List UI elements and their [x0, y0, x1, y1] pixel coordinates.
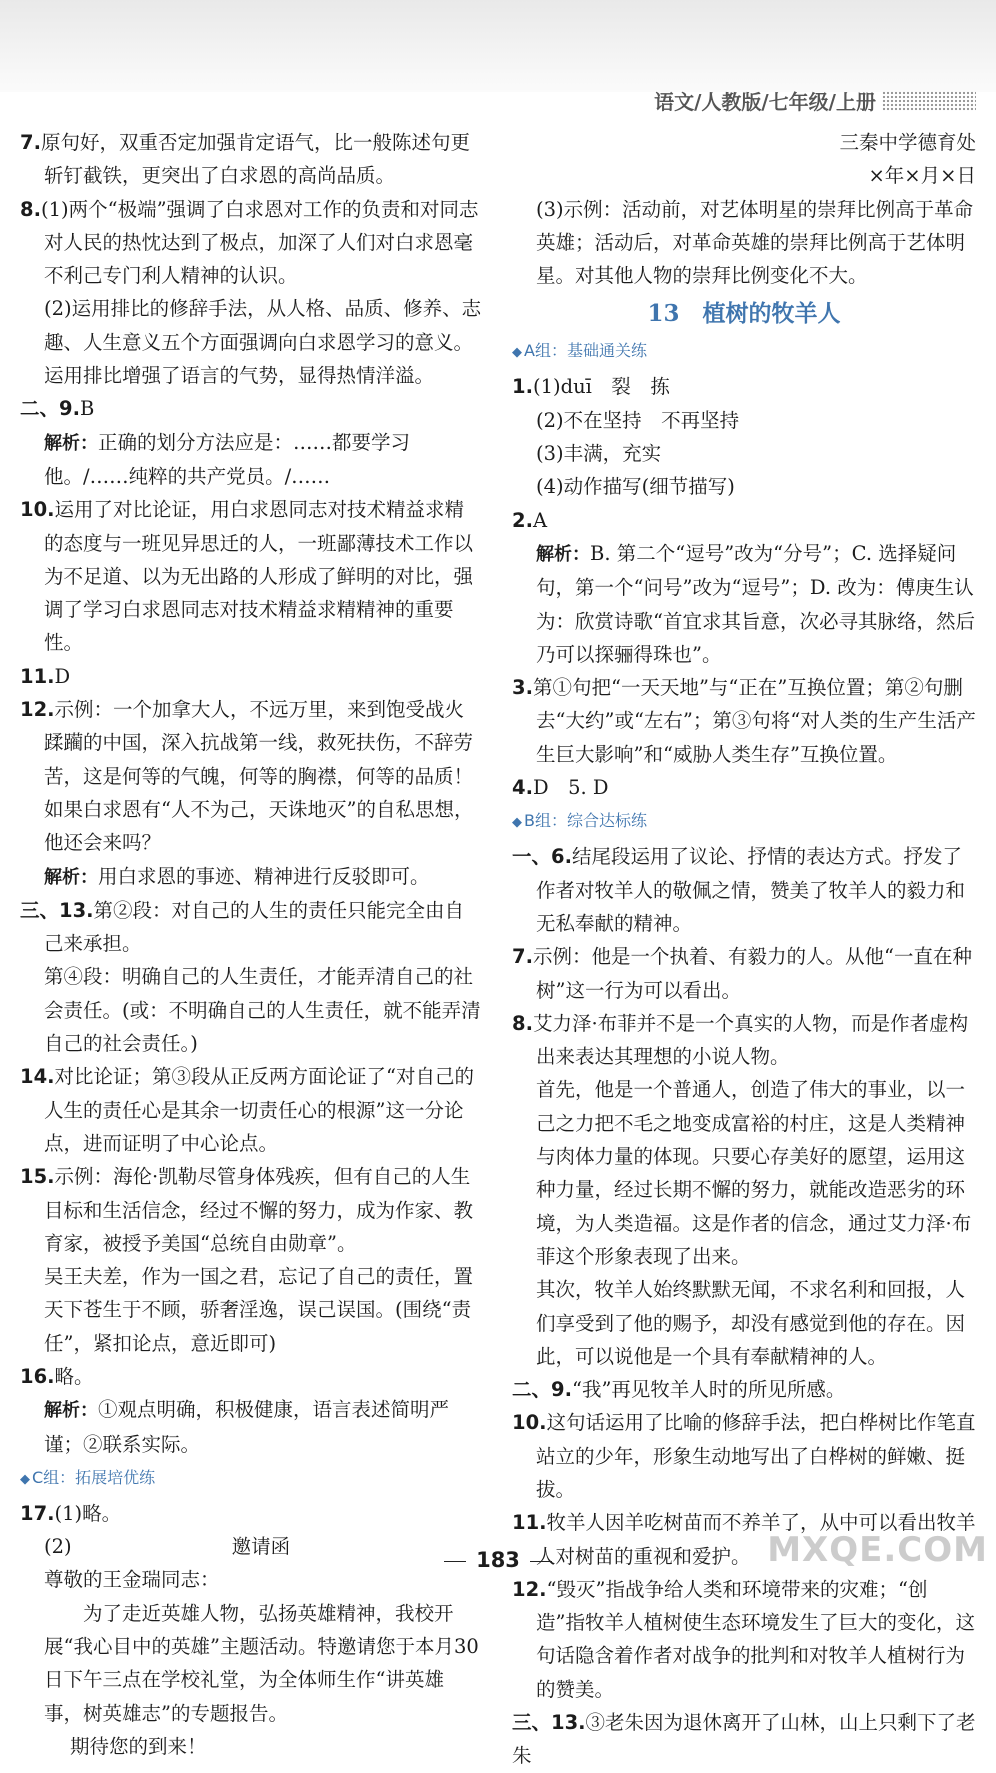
answer-text: 尊敬的王金瑞同志： [44, 1568, 220, 1592]
answer-text: (2)不在坚持 不再坚持 [536, 408, 740, 432]
question-number: 14. [20, 1065, 55, 1089]
question-number: 7. [20, 131, 41, 154]
answer-item [20, 860, 482, 894]
answer-text: (3)示例：活动前，对艺体明星的崇拜比例高于革命英雄；活动后，对革命英雄的崇拜比例高于艺体明星。对其他人物的崇拜比例变化不大。 [536, 197, 974, 288]
answer-item [20, 660, 482, 693]
page-top-band [0, 0, 996, 92]
question-number: 11. [20, 664, 55, 688]
answer-item [512, 1706, 976, 1773]
answer-item [20, 1060, 482, 1160]
section-heading [20, 1463, 482, 1495]
answer-item [20, 693, 482, 859]
diamond-icon: ◆ [512, 345, 522, 361]
answer-item [20, 1360, 482, 1393]
right-column [512, 126, 976, 1773]
answer-item [512, 1073, 976, 1273]
answer-item [512, 470, 976, 503]
answer-text: ③老朱因为退休离开了山林，山上只剩下了老朱 [512, 1711, 976, 1768]
question-number: 7. [512, 945, 533, 969]
chapter-title: 13 植树的牧羊人 [647, 300, 841, 328]
analysis-label: 解析： [536, 543, 590, 565]
answer-text: 期待您的到来！ [70, 1734, 207, 1758]
answer-item [512, 940, 976, 1007]
answer-text: 第①句把“一天天地”与“正在”互换位置；第②句删去“大约”或“左右”；第③句将“对人类的生产生活产生巨大影响”和“威胁人类生存”互换位置。 [532, 676, 976, 766]
answer-text: 示例：他是一个执着、有毅力的人。从他“一直在种树”这一行为可以看出。 [532, 945, 972, 1002]
answer-item [20, 1730, 482, 1763]
answer-item [512, 1573, 976, 1706]
page-number: 183 [476, 1548, 520, 1572]
section-title: B组：综合达标练 [524, 811, 647, 831]
answer-text: 为了走近英雄人物，弘扬英雄精神，我校开展“我心目中的英雄”主题活动。特邀请您于本月30日下午三点在学校礼堂，为全体师生作“讲英雄事，树英雄志”的专题报告。 [44, 1601, 479, 1725]
analysis-label: 解析： [44, 1400, 98, 1422]
question-number: 15. [20, 1165, 55, 1189]
answer-item [512, 537, 976, 671]
header-label: 语文/人教版/七年级/上册 [654, 90, 876, 114]
answer-item [512, 504, 976, 537]
answer-text: 用白求恩的事迹、精神进行反驳即可。 [98, 864, 430, 888]
question-number: 三、13. [512, 1711, 586, 1735]
answer-item [20, 1260, 482, 1360]
question-number: 二、9. [20, 397, 80, 421]
answer-item [20, 493, 482, 659]
sub-number: (2) [44, 1535, 72, 1559]
answer-item [20, 426, 482, 494]
answer-item [512, 193, 976, 293]
answer-text: 第②段：对自己的人生的责任只能完全由自己来承担。 [44, 898, 465, 956]
answer-text: 略。 [54, 1364, 94, 1388]
answer-item [512, 1007, 976, 1074]
signature-line: ×年×月×日 [868, 164, 976, 188]
analysis-label: 解析： [44, 866, 98, 888]
answer-text: (4)动作描写(细节描写) [536, 475, 735, 499]
answer-text: 其次，牧羊人始终默默无闻，不求名利和回报，人们享受到了他的赐予，却没有感觉到他的存在。因此，可以说他是一个具有奉献精神的人。 [536, 1278, 966, 1368]
answer-text: (1)两个“极端”强调了白求恩对工作的负责和对同志对人民的热忱达到了极点，加深了人们对白求恩毫不利己专门利人精神的认识。 [40, 197, 479, 288]
answer-text: B. 第二个“逗号”改为“分号”；C. 选择疑问句，第一个“问号”改为“逗号”；D. 改为：傅庚生认为：欣赏诗歌“首宜求其旨意，次必寻其脉络，然后乃可以探骊得珠也”。 [536, 541, 975, 666]
answer-text: 首先，他是一个普通人，创造了伟大的事业，以一己之力把不毛之地变成富裕的村庄，这是人类精神与肉体力量的体现。只要心存美好的愿望，运用这种力量，经过长期不懈的努力，就能改造恶劣的环境，为人类造福。这是作者的信念，通过艾力泽·布菲这个形象表现了出来。 [536, 1078, 972, 1268]
answer-item [20, 392, 482, 425]
watermark: MXQE.COM [767, 1530, 988, 1570]
answer-text: 正确的划分方法应是：……都要学习他。/……纯粹的共产党员。/…… [44, 430, 411, 488]
answer-text: 运用了对比论证，用白求恩同志对技术精益求精的态度与一班见异思迁的人，一班鄙薄技术工作以为不足道、以为无出路的人形成了鲜明的对比，强调了学习白求恩同志对技术精益求精精神的重要性。 [44, 498, 474, 655]
answer-text: A [532, 508, 548, 532]
answer-item [20, 894, 482, 961]
left-column [20, 126, 482, 1763]
answer-text: 示例：海伦·凯勒尽管身体残疾，但有自己的人生目标和生活信念，经过不懈的努力，成为作家、教育家，被授予美国“总统自由勋章”。 [44, 1165, 474, 1255]
section-heading [512, 806, 976, 838]
answer-text: “毁灭”指战争给人类和环境带来的灾难；“创造”指牧羊人植树使生态环境发生了巨大的变化，这句话隐含着作者对战争的批判和对牧羊人植树行为的赞美。 [536, 1577, 975, 1701]
section-title: A组：基础通关练 [524, 341, 647, 361]
answer-text: 原句好，双重否定加强肯定语气，比一般陈述句更斩钉截铁，更突出了白求恩的高尚品质。 [40, 131, 470, 188]
answer-item [20, 960, 482, 1060]
answer-text: 第④段：明确自己的人生责任，才能弄清自己的社会责任。(或：不明确自己的人生责任，就不能弄清自己的社会责任。) [44, 965, 481, 1056]
answer-text: 这句话运用了比喻的修辞手法，把白桦树比作笔直站立的少年，形象生动地写出了白桦树的鲜嫩、挺拔。 [536, 1411, 976, 1501]
answer-text: 牧羊人因羊吃树苗而不养羊了，从中可以看出牧羊人对树苗的重视和爱护。 [536, 1511, 976, 1568]
answer-item [512, 671, 976, 771]
answer-item [512, 1406, 976, 1506]
question-number: 8. [20, 197, 41, 221]
footer-dash-right [530, 1561, 552, 1562]
question-number: 一、6. [512, 845, 572, 869]
question-number: 三、13. [20, 898, 94, 922]
question-number: 8. [512, 1011, 533, 1035]
section-heading [512, 336, 976, 368]
answer-text: (1)duī 裂 拣 [532, 375, 670, 399]
answer-item [20, 1393, 482, 1461]
answer-item [20, 1160, 482, 1260]
answer-text: D 5. D [532, 776, 609, 800]
answer-text: 艾力泽·布菲并不是一个真实的人物，而是作者虚构出来表达其理想的小说人物。 [532, 1011, 969, 1069]
answer-text: 结尾段运用了议论、抒情的表达方式。抒发了作者对牧羊人的敬佩之情，赞美了牧羊人的毅力和无私奉献的精神。 [536, 845, 966, 935]
letter-title: 邀请函 [231, 1535, 291, 1559]
question-number: 二、9. [512, 1378, 572, 1402]
answer-text: ①观点明确，积极健康，语言表述简明严谨；②联系实际。 [44, 1398, 450, 1456]
answer-text: 示例：一个加拿大人，不远万里，来到饱受战火蹂躏的中国，深入抗战第一线，救死扶伤，不辞劳苦，这是何等的气魄，何等的胸襟，何等的品质！如果白求恩有“人不为己，天诛地灭”的自私思想，他还会来吗？ [44, 698, 474, 855]
answer-item [20, 126, 482, 193]
answer-item [512, 370, 976, 403]
answer-item [512, 437, 976, 470]
section-title: C组：拓展培优练 [32, 1467, 156, 1487]
question-number: 17. [20, 1501, 55, 1525]
header-dot-pattern [882, 91, 976, 111]
answer-item [512, 840, 976, 940]
question-number: 11. [512, 1511, 547, 1535]
answer-item [20, 1597, 482, 1730]
answer-item [20, 292, 482, 392]
answer-item [512, 771, 976, 804]
diamond-icon: ◆ [20, 1471, 30, 1487]
answer-text: (1)略。 [54, 1501, 122, 1525]
question-number: 10. [20, 498, 55, 522]
running-header [654, 86, 976, 115]
answer-item [20, 193, 482, 293]
footer-dash-left [444, 1561, 466, 1562]
answer-text: (3)丰满，充实 [536, 442, 662, 466]
question-number: 16. [20, 1364, 55, 1388]
diamond-icon: ◆ [512, 815, 522, 831]
answer-text: 对比论证；第③段从正反两方面论证了“对自己的人生的责任心是其余一切责任心的根源”这一分论点，进而证明了中心论点。 [44, 1065, 475, 1155]
question-number: 3. [512, 676, 533, 700]
question-number: 12. [512, 1577, 547, 1601]
question-number: 12. [20, 698, 55, 722]
answer-item [20, 1497, 482, 1530]
answer-text: (2)运用排比的修辞手法，从人格、品质、修养、志趣、人生意义五个方面强调向白求恩学习的意义。运用排比增强了语言的气势，显得热情洋溢。 [44, 297, 482, 388]
question-number: 2. [512, 508, 533, 532]
answer-text: 吴王夫差，作为一国之君，忘记了自己的责任，置天下苍生于不顾，骄奢淫逸，误己误国。(围绕“责任”，紧扣论点，意近即可) [44, 1265, 474, 1355]
question-number: 10. [512, 1411, 547, 1435]
answer-text: D [54, 664, 71, 688]
question-number: 4. [512, 776, 533, 800]
answer-text: “我”再见牧羊人时的所见所感。 [571, 1378, 846, 1402]
answer-text: B [79, 397, 95, 421]
answer-item [512, 404, 976, 437]
answer-item [512, 1273, 976, 1373]
answer-item [512, 1373, 976, 1406]
analysis-label: 解析： [44, 432, 98, 454]
question-number: 1. [512, 375, 533, 399]
signature-line: 三秦中学德育处 [839, 131, 976, 154]
